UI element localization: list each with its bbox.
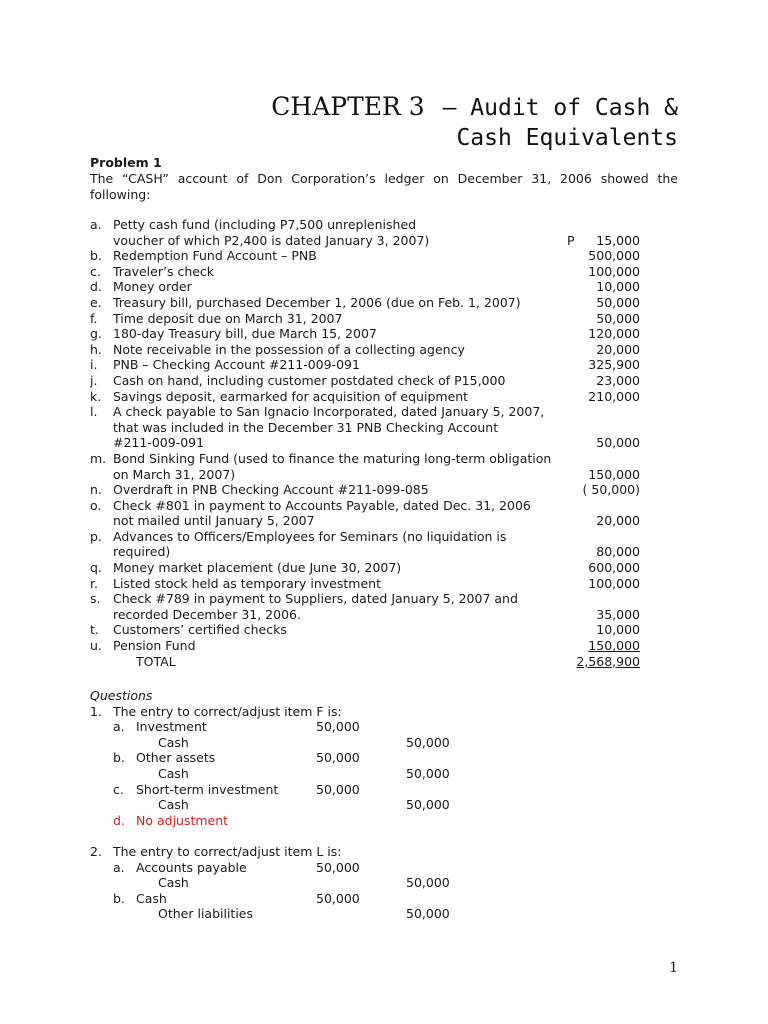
cash-item	[90, 529, 650, 560]
credit-account: Cash	[158, 765, 189, 781]
item-letter: u.	[90, 638, 102, 654]
debit-account: Accounts payable	[136, 859, 247, 875]
cash-item	[90, 404, 650, 451]
item-letter: b.	[90, 248, 102, 264]
answer-option	[90, 813, 650, 829]
item-amount: 80,000	[596, 544, 640, 560]
total-row	[90, 654, 650, 670]
cash-item	[90, 264, 650, 280]
questions-heading: Questions	[90, 688, 153, 703]
cash-item	[90, 576, 650, 592]
item-amount: 150,000	[588, 466, 640, 482]
journal-entry-debit	[90, 860, 650, 876]
option-letter: b.	[113, 750, 125, 766]
page-number: 1	[669, 960, 678, 976]
question-number: 2.	[90, 843, 102, 859]
debit-account: Investment	[136, 719, 207, 735]
item-description: Redemption Fund Account – PNB	[113, 248, 317, 264]
item-amount: 15,000	[596, 232, 640, 248]
cash-item	[90, 591, 650, 622]
journal-entry-debit	[90, 782, 650, 798]
item-letter: c.	[90, 263, 101, 279]
item-description: Time deposit due on March 31, 2007	[113, 310, 343, 326]
chapter-number: CHAPTER 3	[271, 92, 425, 121]
item-amount: 20,000	[596, 513, 640, 529]
cash-item	[90, 248, 650, 264]
chapter-title	[271, 92, 678, 153]
item-amount: 20,000	[596, 341, 640, 357]
option-letter: b.	[113, 890, 125, 906]
item-description: 180-day Treasury bill, due March 15, 2007	[113, 326, 377, 342]
cash-item	[90, 451, 650, 482]
credit-amount: 50,000	[406, 906, 450, 922]
credit-amount: 50,000	[406, 734, 450, 750]
item-amount: 35,000	[596, 606, 640, 622]
cash-item	[90, 295, 650, 311]
journal-entry-debit	[90, 719, 650, 735]
credit-account: Other liabilities	[158, 906, 254, 922]
item-amount: 500,000	[588, 248, 640, 264]
item-description: Check #801 in payment to Accounts Payable, dated Dec. 31, 2006 not mailed until January 5, 2007	[113, 497, 531, 529]
journal-entry-credit	[90, 766, 650, 782]
question-1-options	[90, 719, 650, 813]
item-letter: t.	[90, 622, 99, 638]
journal-entry-credit	[90, 875, 650, 891]
item-description: Treasury bill, purchased December 1, 2006 (due on Feb. 1, 2007)	[113, 294, 521, 310]
question-text: The entry to correct/adjust item F is:	[113, 703, 342, 719]
title-dash: –	[442, 95, 457, 121]
credit-account: Cash	[158, 875, 189, 891]
cash-item	[90, 217, 650, 248]
journal-entry-debit	[90, 891, 650, 907]
item-letter: d.	[90, 279, 102, 295]
item-amount: ( 50,000)	[582, 482, 640, 498]
cash-item	[90, 638, 650, 654]
item-amount: 210,000	[588, 388, 640, 404]
item-description: Savings deposit, earmarked for acquisition of equipment	[113, 388, 469, 404]
debit-amount: 50,000	[316, 719, 360, 735]
cash-item	[90, 389, 650, 405]
credit-account: Cash	[158, 734, 189, 750]
item-letter: o.	[90, 497, 102, 513]
item-letter: e.	[90, 294, 102, 310]
option-letter: c.	[113, 781, 124, 797]
debit-amount: 50,000	[316, 750, 360, 766]
item-letter: m.	[90, 450, 107, 466]
item-description: Petty cash fund (including P7,500 unreplenished voucher of which P2,400 is dated January 3, 2007)	[113, 217, 430, 248]
currency-symbol: P	[567, 232, 575, 248]
cash-item	[90, 311, 650, 327]
item-letter: f.	[90, 310, 98, 326]
item-description: Bond Sinking Fund (used to finance the maturing long-term obligation on March 31, 2007)	[113, 450, 552, 482]
item-description: Money market placement (due June 30, 2007)	[113, 560, 402, 576]
item-amount: 50,000	[596, 310, 640, 326]
item-amount: 10,000	[596, 622, 640, 638]
item-description: Note receivable in the possession of a collecting agency	[113, 341, 465, 357]
item-description: Money order	[113, 279, 192, 295]
item-amount: 150,000	[588, 638, 640, 654]
cash-item	[90, 357, 650, 373]
title-line-2: Cash Equivalents	[456, 125, 678, 151]
total-amount: 2,568,900	[576, 653, 640, 669]
item-description: Pension Fund	[113, 638, 196, 654]
cash-item	[90, 560, 650, 576]
item-description: Check #789 in payment to Suppliers, dated January 5, 2007 and recorded December 31, 2006.	[113, 591, 518, 622]
questions-section	[90, 688, 650, 922]
debit-amount: 50,000	[316, 890, 360, 906]
item-letter: h.	[90, 341, 102, 357]
debit-account: Cash	[136, 890, 167, 906]
item-description: Advances to Officers/Employees for Seminars (no liquidation is required)	[113, 528, 507, 560]
question-2	[90, 844, 650, 922]
item-letter: g.	[90, 326, 102, 342]
cash-item	[90, 622, 650, 638]
cash-items-list	[90, 217, 650, 669]
item-letter: q.	[90, 560, 102, 576]
credit-amount: 50,000	[406, 875, 450, 891]
credit-account: Cash	[158, 797, 189, 813]
item-description: Overdraft in PNB Checking Account #211-099-085	[113, 482, 429, 498]
item-letter: j.	[90, 372, 98, 388]
item-description: Customers’ certified checks	[113, 622, 287, 638]
item-description: PNB – Checking Account #211-009-091	[113, 357, 360, 373]
cash-item	[90, 342, 650, 358]
question-text: The entry to correct/adjust item L is:	[113, 843, 342, 859]
cash-item	[90, 326, 650, 342]
credit-amount: 50,000	[406, 765, 450, 781]
item-amount: 325,900	[588, 357, 640, 373]
title-line-1: Audit of Cash &	[470, 95, 678, 121]
debit-account: Other assets	[136, 750, 216, 766]
journal-entry-credit	[90, 735, 650, 751]
item-amount: 23,000	[596, 372, 640, 388]
item-letter: i.	[90, 357, 98, 373]
question-2-options	[90, 860, 650, 922]
item-description: Traveler’s check	[113, 263, 215, 279]
item-description: Listed stock held as temporary investment	[113, 575, 381, 591]
item-letter: l.	[90, 404, 98, 420]
debit-account: Short-term investment	[136, 781, 279, 797]
answer-letter: d.	[113, 812, 125, 828]
item-amount: 100,000	[588, 263, 640, 279]
item-amount: 100,000	[588, 575, 640, 591]
item-amount: 50,000	[596, 294, 640, 310]
item-amount: 600,000	[588, 560, 640, 576]
problem-intro: The “CASH” account of Don Corporation’s ledger on December 31, 2006 showed the following:	[90, 171, 678, 202]
question-number: 1.	[90, 703, 102, 719]
journal-entry-credit	[90, 797, 650, 813]
cash-item	[90, 482, 650, 498]
item-letter: r.	[90, 575, 98, 591]
option-letter: a.	[113, 719, 125, 735]
item-description: A check payable to San Ignacio Incorporated, dated January 5, 2007, that was included in the December 31 PNB Checking Account #211-009-091	[113, 404, 545, 451]
item-amount: 10,000	[596, 279, 640, 295]
cash-item	[90, 373, 650, 389]
cash-item	[90, 279, 650, 295]
item-description: Cash on hand, including customer postdated check of P15,000	[113, 372, 506, 388]
credit-amount: 50,000	[406, 797, 450, 813]
item-letter: s.	[90, 591, 101, 607]
option-letter: a.	[113, 859, 125, 875]
item-letter: k.	[90, 388, 102, 404]
debit-amount: 50,000	[316, 859, 360, 875]
journal-entry-credit	[90, 906, 650, 922]
cash-item	[90, 498, 650, 529]
item-letter: p.	[90, 528, 102, 544]
item-letter: n.	[90, 482, 102, 498]
question-1	[90, 704, 650, 829]
debit-amount: 50,000	[316, 781, 360, 797]
journal-entry-debit	[90, 750, 650, 766]
total-label: TOTAL	[136, 653, 176, 669]
item-letter: a.	[90, 217, 102, 232]
item-amount: 120,000	[588, 326, 640, 342]
item-amount: 50,000	[596, 435, 640, 451]
problem-heading: Problem 1	[90, 155, 162, 170]
answer-text: No adjustment	[136, 812, 229, 828]
